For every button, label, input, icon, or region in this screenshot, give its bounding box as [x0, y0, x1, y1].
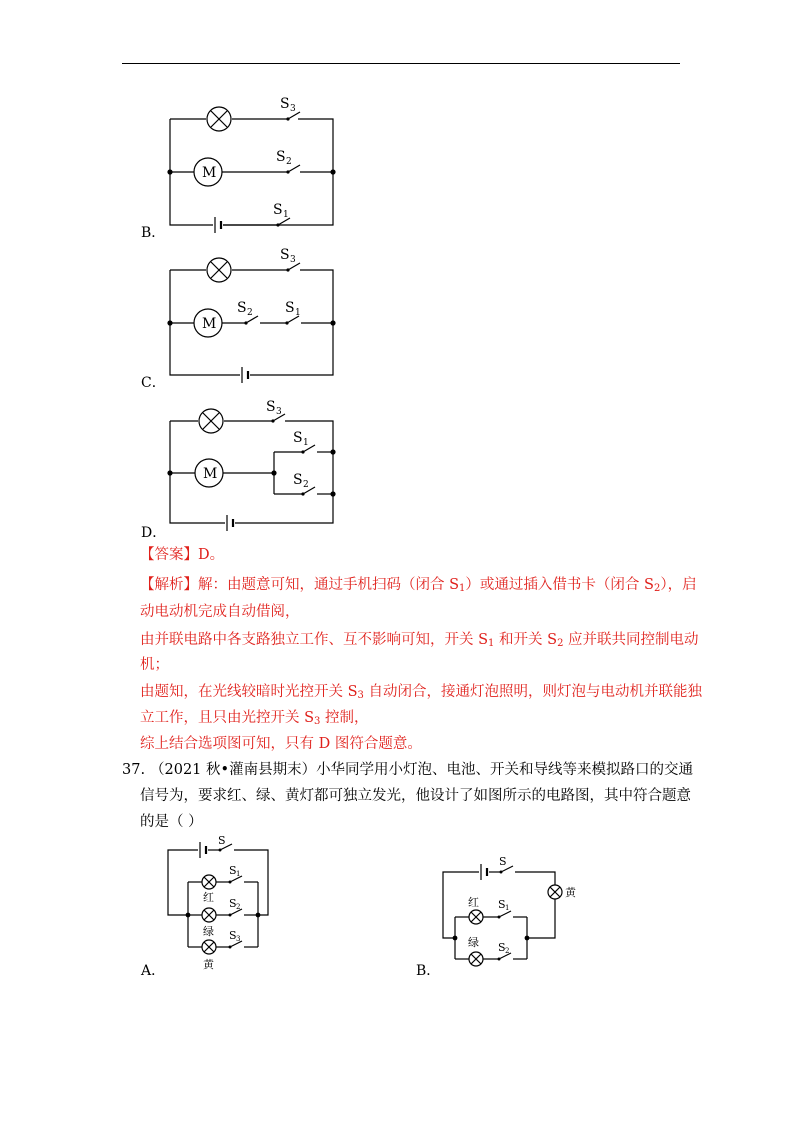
svg-text:黄: 黄 [203, 958, 214, 971]
analysis-line-4: 机； [140, 657, 169, 673]
svg-text:S: S [229, 897, 237, 910]
option-d-label: D． [141, 525, 167, 541]
answer-value: D。 [198, 547, 225, 563]
question-line-3: 的是（ ） [140, 814, 203, 830]
svg-text:2: 2 [286, 157, 292, 167]
circuit-diagram-option-d [160, 398, 350, 533]
svg-text:2: 2 [236, 903, 241, 911]
svg-text:3: 3 [290, 104, 296, 114]
svg-text:3: 3 [290, 255, 296, 265]
svg-text:S: S [498, 898, 506, 911]
svg-text:S: S [218, 834, 226, 847]
svg-text:红: 红 [468, 896, 479, 909]
svg-text:S: S [280, 247, 290, 263]
analysis-line-7: 综上结合选项图可知，只有 D 图符合题意。 [140, 736, 422, 752]
svg-text:1: 1 [236, 870, 241, 878]
analysis-line-6: 立工作，且只由光控开关 $S_3$ 控制， [140, 710, 369, 727]
svg-text:1: 1 [295, 308, 301, 318]
header-rule [122, 63, 680, 64]
circuit-diagram-option-b [160, 95, 350, 235]
svg-text:2: 2 [303, 480, 309, 490]
svg-text:黄: 黄 [565, 886, 576, 899]
option-b-label: B． [141, 225, 166, 241]
svg-text:1: 1 [505, 904, 510, 912]
svg-text:S: S [499, 855, 507, 868]
svg-text:S: S [293, 472, 303, 488]
circuit-diagram-q37-option-a [160, 834, 280, 973]
q37-option-b-label: B． [416, 963, 441, 979]
q37-option-a-label: A． [141, 963, 166, 979]
question-line-1: （2021 秋•灌南县期末）小华同学用小灯泡、电池、开关和导线等来模拟路口的交通 [150, 762, 694, 778]
svg-text:3: 3 [236, 935, 241, 943]
analysis-line-5: 由题知，在光线较暗时光控开关 $S_3$ 自动闭合，接通灯泡照明，则灯泡与电动机并联能独 [140, 684, 703, 701]
svg-text:S: S [285, 300, 295, 316]
question-number: 37. [122, 762, 146, 778]
svg-text:M: M [202, 316, 217, 332]
svg-text:S: S [229, 864, 237, 877]
svg-text:绿: 绿 [203, 925, 214, 938]
svg-text:M: M [202, 165, 217, 181]
svg-text:S: S [237, 300, 247, 316]
svg-text:S: S [293, 430, 303, 446]
svg-text:S: S [266, 399, 276, 415]
svg-text:3: 3 [276, 407, 282, 417]
circuit-diagram-option-c [160, 248, 350, 388]
svg-text:M: M [203, 466, 218, 482]
svg-text:2: 2 [505, 947, 510, 955]
svg-text:S: S [498, 941, 506, 954]
svg-text:1: 1 [283, 210, 289, 220]
svg-text:2: 2 [247, 308, 253, 318]
answer-tag: 【答案】 [140, 547, 198, 563]
analysis-tag: 【解析】 [140, 577, 198, 593]
svg-text:S: S [276, 149, 286, 165]
analysis-line-3: 由并联电路中各支路独立工作、互不影响可知，开关 $S_1$ 和开关 $S_2$ 应并联共同控制电动 [140, 632, 699, 649]
question-line-2: 信号为，要求红、绿、黄灯都可独立发光，他设计了如图所示的电路图，其中符合题意 [140, 788, 691, 804]
svg-text:1: 1 [303, 438, 309, 448]
answer-line [140, 545, 224, 565]
svg-text:S: S [280, 96, 290, 112]
analysis-line-2: 动电动机完成自动借阅， [140, 604, 300, 620]
svg-text:S: S [229, 929, 237, 942]
svg-text:S: S [273, 202, 283, 218]
analysis-line-1: 【解析】解：由题意可知，通过手机扫码（闭合 $S_1$）或通过插入借书卡（闭合 $S_2$），启 [140, 577, 697, 594]
svg-text:绿: 绿 [468, 936, 479, 949]
svg-text:红: 红 [203, 891, 214, 904]
circuit-diagram-q37-option-b [435, 850, 595, 975]
option-c-label: C． [141, 375, 166, 391]
